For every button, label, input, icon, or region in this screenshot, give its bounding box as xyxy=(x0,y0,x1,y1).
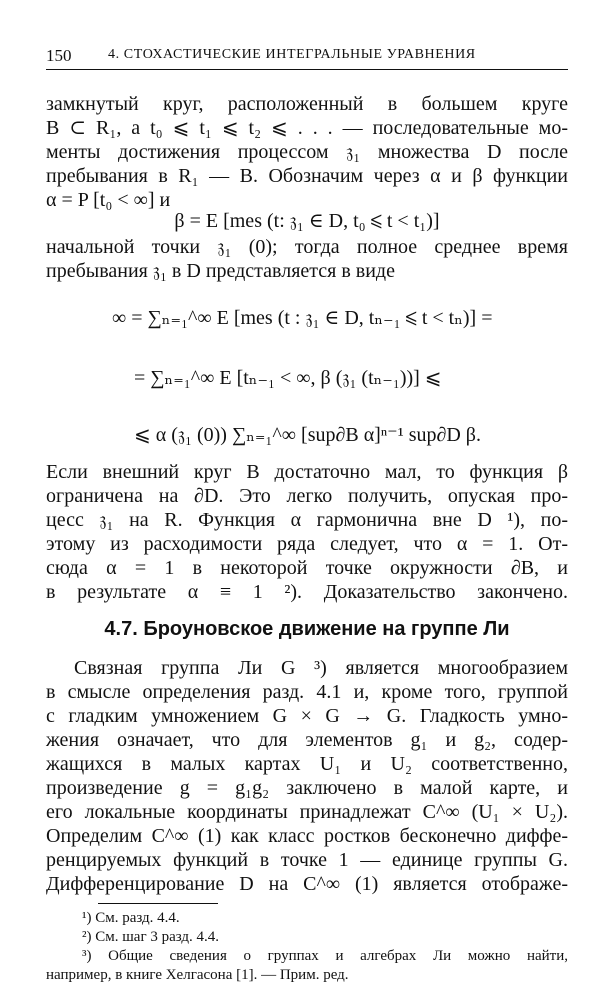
text-line: Определим C^∞ (1) как класс ростков бесконечно диффе- xyxy=(46,825,568,847)
footnote-rule xyxy=(98,903,218,904)
equation-line-3: ⩽ α (𝔷₁ (0)) ∑ₙ₌₁^∞ [sup∂B α]ⁿ⁻¹ sup∂D β. xyxy=(134,424,481,446)
text-line: начальной точки 𝔷₁ (0); тогда полное среднее время xyxy=(46,236,568,258)
text-line: ренцируемых функций в точке 1 — единице группы G. xyxy=(46,849,568,871)
text-line: с гладким умножением G × G → G. Гладкость умно- xyxy=(46,705,568,727)
footnote-1: ¹) См. разд. 4.4. xyxy=(82,910,180,926)
footnote-3: ³) Общие сведения о группах и алгебрах Ли можно найти, xyxy=(82,948,568,964)
text-line: пребывания 𝔷₁ в D представляется в виде xyxy=(46,260,395,282)
text-line: Связная группа Ли G ³) является многообразием xyxy=(74,657,568,679)
equation-line-1: ∞ = ∑ₙ₌₁^∞ E [mes (t : 𝔷₁ ∈ D, tₙ₋₁ ⩽ t < tₙ)] = xyxy=(112,307,493,329)
footnote-2: ²) См. шаг 3 разд. 4.4. xyxy=(82,929,220,945)
text-line: этому из расходимости ряда следует, что α = 1. От- xyxy=(46,533,568,555)
text-line: в смысле определения разд. 4.1 и, кроме того, группой xyxy=(46,681,568,703)
text-line: сюда α = 1 в некоторой точке окружности ∂B, и xyxy=(46,557,568,579)
equation-beta: β = E [mes (t: 𝔷₁ ∈ D, t₀ ⩽ t < t₁)] xyxy=(174,210,440,232)
text-line: Дифференцирование D на C^∞ (1) является отображе- xyxy=(46,873,568,895)
text-line: α = P [t₀ < ∞] и xyxy=(46,189,171,211)
text-line: в результате α ≡ 1 ²). Доказательство закончено. xyxy=(46,581,568,603)
equation-line-2: = ∑ₙ₌₁^∞ E [tₙ₋₁ < ∞, β (𝔷₁ (tₙ₋₁))] ⩽ xyxy=(134,367,442,389)
text-line: произведение g = g₁g₂ заключено в малой карте, и xyxy=(46,777,568,799)
text-line: менты достижения процессом 𝔷₁ множества D после xyxy=(46,141,568,163)
text-line: B ⊂ R₁, а t₀ ⩽ t₁ ⩽ t₂ ⩽ . . . — последовательные мо- xyxy=(46,117,568,139)
running-title: 4. СТОХАСТИЧЕСКИЕ ИНТЕГРАЛЬНЫЕ УРАВНЕНИЯ xyxy=(108,47,476,62)
text-line: замкнутый круг, расположенный в большем круге xyxy=(46,93,568,115)
section-title: 4.7. Броуновское движение на группе Ли xyxy=(104,618,510,640)
text-line: жения означает, что для элементов g₁ и g₂, содер- xyxy=(46,729,568,751)
text-line: цесс 𝔷₁ на R. Функция α гармонична вне D ¹), по- xyxy=(46,509,568,531)
footnote-3-cont: например, в книге Хелгасона [1]. — Прим. ред. xyxy=(46,967,349,983)
running-header xyxy=(46,46,568,66)
text-line: жащихся в малых картах U₁ и U₂ соответственно, xyxy=(46,753,568,775)
text-line: Если внешний круг B достаточно мал, то функция β xyxy=(46,461,568,483)
page-number: 150 xyxy=(46,46,72,65)
header-rule xyxy=(46,69,568,70)
text-line: пребывания в R₁ — B. Обозначим через α и β функции xyxy=(46,165,568,187)
text-line: его локальные координаты принадлежат C^∞ (U₁ × U₂). xyxy=(46,801,568,823)
text-line: ограничена на ∂D. Это легко получить, опуская про- xyxy=(46,485,568,507)
